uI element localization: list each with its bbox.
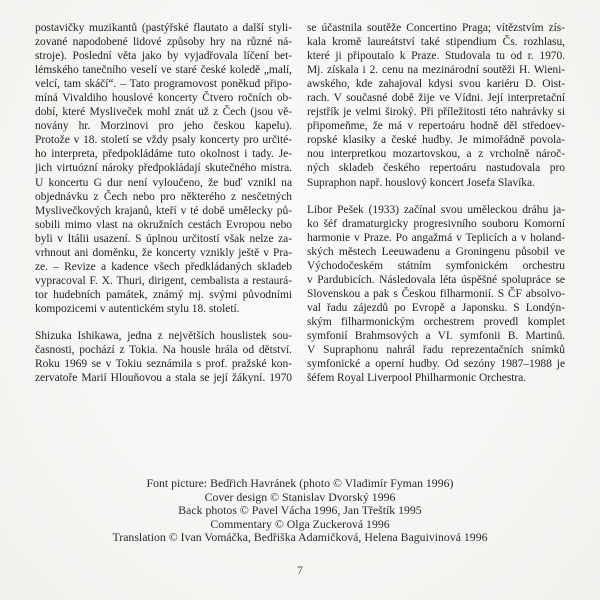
- text-line: míná Vivaldiho houslové koncerty Čtvero ročních ob-: [35, 92, 292, 105]
- text-line: sobili mimo vlast na okružních cestách Evropou nebo: [35, 218, 292, 231]
- text-line: Libor Pešek (1933) začínal svou uměleckou dráhu ja-: [307, 203, 565, 216]
- text-line: Roku 1969 se v Tokiu seznámila s prof. pražské kon-: [35, 358, 292, 371]
- text-line: časnosti, pochází z Tokia. Na housle hrála od dětství.: [35, 344, 292, 357]
- paragraph: [307, 203, 565, 386]
- text-line: které ji připoutalo k Praze. Studovala tu od r. 1970.: [307, 50, 565, 63]
- paragraph: [307, 21, 565, 190]
- credit-line: Font picture: Bedřich Havránek (photo © Vladimír Fyman 1996): [146, 476, 454, 490]
- text-line: ko šéf dramaturgicky progresivního souboru Komorní: [307, 217, 565, 230]
- credit-line: Cover design © Stanislav Dvorský 1996: [204, 489, 396, 504]
- text-line: ze. – Revize a kadence všech předkládaných skladeb: [35, 260, 292, 273]
- credit-line: Back photos © Pavel Vácha 1996, Jan Třeštík 1995: [178, 503, 422, 518]
- credit-line: Commentary © Olga Zuckerová 1996: [210, 516, 390, 531]
- text-line: ropské klasiky a české hudby. Je mimořádně povola-: [307, 134, 565, 147]
- text-line: lémského tanečního veselí ve staré české koledě „malí,: [35, 64, 292, 77]
- text-line: tor hudebních památek, známý mj. svými původními: [35, 288, 292, 301]
- text-line: ho interpreta, předpokládáme tuto okolnost i tady. Je-: [35, 148, 292, 161]
- text-columns: [35, 21, 565, 385]
- text-line: dobí, které Mysliveček mohl znát už z Čech (jsou vě-: [35, 106, 292, 119]
- text-line: Supraphon např. houslový koncert Josefa Slavíka.: [307, 176, 535, 189]
- text-line: ským filharmonickým orchestrem provedl komplet: [307, 315, 565, 328]
- text-line: vrhnout ani doměnku, že koncerty vznikly ještě v Pra-: [35, 246, 292, 259]
- text-line: objednávku z Čech nebo pro některého z nesčetných: [35, 190, 292, 203]
- paragraph: [35, 329, 292, 385]
- text-line: V Supraphonu nahrál řadu reprezentačních snímků: [307, 344, 565, 357]
- credits-block: [0, 477, 600, 545]
- text-line: zované napodobené lidové způsoby hry na různé ná-: [35, 36, 292, 49]
- text-line: v Pardubicích. Následovala léta úspěšné spolupráce se: [307, 273, 565, 286]
- text-line: Mj. získala i 2. cenu na mezinárodní soutěži H. Wieni-: [307, 64, 565, 77]
- text-line: nou interpretkou mozartovskou, a z vrcholně nároč-: [307, 148, 565, 161]
- text-line: Východočeském státním symfonickém orchestru: [307, 259, 565, 272]
- text-line: symfonií Brahmsových a VI. symfonii B. Martinů.: [307, 329, 565, 342]
- text-line: symfonické a operní hudby. Od sezóny 1987–1988 je: [307, 358, 565, 371]
- text-line: awského, kde zahajoval kdysi svou kariéru D. Oist-: [307, 78, 565, 91]
- text-line: vypracoval F. X. Thuri, dirigent, cembalista a restaurá-: [35, 274, 292, 287]
- text-line: připomeňme, že má v repertoáru hodně děl středoev-: [307, 120, 565, 133]
- text-line: rejstřík je velmi široký. Při příležitosti této nahrávky si: [307, 106, 565, 119]
- text-line: Protože v 18. století se vždy psaly koncerty pro určité-: [35, 134, 292, 147]
- text-line: Myslivečkových krajanů, kteří v té době umělecky pů-: [35, 204, 292, 217]
- text-line: val řadu zájezdů po Evropě a Japonsku. S Londýn-: [307, 301, 565, 314]
- text-line: ných skladeb českého repertoáru nastudovala pro: [307, 162, 565, 175]
- text-line: rach. V současné době žije ve Vídni. Její interpretační: [307, 92, 565, 105]
- text-line: ských městech Leeuwadenu a Groningenu působil ve: [307, 245, 565, 258]
- paragraph: [35, 21, 292, 316]
- text-line: postavičky muzikantů (pastýřské flautato a další styli-: [35, 22, 292, 34]
- text-line: stroje). Poslední věta jako by vyjadřovala líčení bet-: [35, 50, 292, 63]
- text-line: šéfem Royal Liverpool Philharmonic Orchestra.: [307, 372, 527, 385]
- text-line: U koncertu G dur není vyloučeno, že buď vznikl na: [35, 176, 292, 189]
- text-line: velcí, tam skáčí“. – Tato programovost poněkud připo-: [35, 78, 292, 91]
- text-line: novány hr. Morzinovi pro jeho českou kapelu).: [35, 120, 292, 133]
- text-line: byli v Itálii usazení. S úplnou určitostí však nelze za-: [35, 232, 292, 245]
- page-number: 7: [297, 565, 303, 577]
- text-line: zervatoře Marií Hlouňovou a stala se její žákyní. 1970: [35, 372, 292, 385]
- text-line: Shizuka Ishikawa, jedna z největších houslistek sou-: [35, 329, 292, 342]
- credit-line: Translation © Ivan Vomáčka, Bedřiška Adamičková, Helena Baguivinová 1996: [112, 530, 488, 545]
- text-line: kompozicemi v autentickém stylu 18. století.: [35, 302, 240, 315]
- text-line: harmonie v Praze. Po angažmá v Teplicích a v holand-: [307, 231, 565, 244]
- text-line: kala kromě laureátství také stipendium Čs. rozhlasu,: [307, 36, 565, 49]
- right-text-column: [307, 21, 565, 385]
- text-line: jich virtuózní nároky předpokládají skutečného mistra.: [35, 162, 292, 175]
- left-text-column: [35, 21, 292, 385]
- text-line: se účastnila soutěže Concertino Praga; vítězstvím zís-: [307, 22, 565, 34]
- text-line: Slovenskou a pak s Českou filharmonií. S ČF absolvo-: [307, 287, 565, 300]
